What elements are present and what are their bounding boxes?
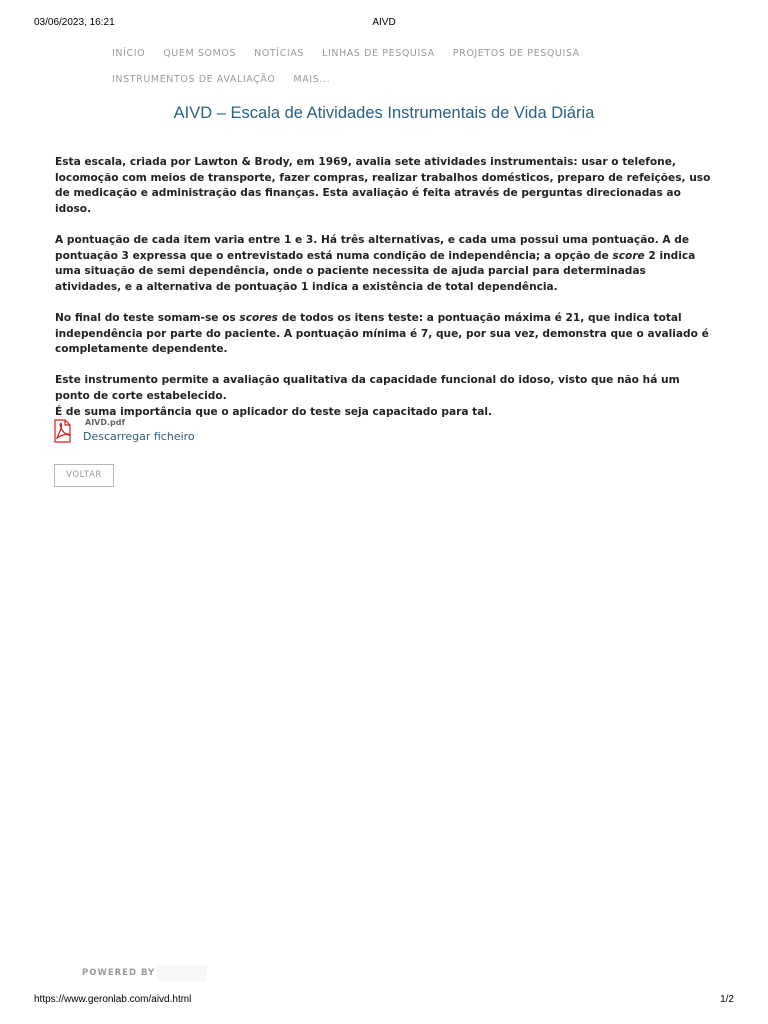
paragraph-total-text-a: No final do teste somam-se os — [55, 311, 240, 324]
nav-item-noticias[interactable]: NOTÍCIAS — [254, 48, 305, 59]
nav-item-instrumentos-de-avaliacao[interactable]: INSTRUMENTOS DE AVALIAÇÃO — [112, 74, 276, 85]
article-body — [55, 155, 715, 436]
nav-item-quem-somos[interactable]: QUEM SOMOS — [163, 48, 237, 59]
paragraph-importance: É de suma importância que o aplicador do teste seja capacitado para tal. — [55, 405, 493, 418]
paragraph-scoring-emphasis: score — [612, 249, 645, 262]
file-attachment — [50, 417, 310, 447]
paragraph-scoring-text-b: 2 indica uma situação de semi dependência, onde o paciente necessita de ajuda parcial para determinadas atividades, e a alternativa de pontuação 1 indica a existência de total dependência. — [55, 249, 696, 293]
paragraph-qualitative: Este instrumento permite a avaliação qualitativa da capacidade funcional do idoso, visto que não há um ponto de corte estabelecido. — [55, 374, 680, 402]
powered-by-label: POWERED BY — [82, 968, 156, 978]
paragraph-scoring — [55, 233, 715, 295]
download-file-link[interactable]: Descarregar ficheiro — [83, 430, 195, 443]
nav-row-1 — [103, 46, 623, 62]
attachment-file-name: AIVD.pdf — [85, 418, 125, 427]
paragraph-total-emphasis: scores — [239, 311, 278, 324]
page-title: AIVD – Escala de Atividades Instrumentais de Vida Diária — [173, 104, 595, 122]
paragraph-total — [55, 311, 715, 358]
nav-item-inicio[interactable]: INÍCIO — [112, 48, 146, 59]
nav-row-2 — [103, 72, 623, 88]
main-nav — [103, 46, 623, 98]
paragraph-intro: Esta escala, criada por Lawton & Brody, em 1969, avalia sete atividades instrumentais: usar o telefone, locomoção com meios de transporte, fazer compras, realizar trabalhos domésticos, preparo de refeições, uso de medicação e administração das finanças. Esta avaliação é feita através de perguntas direcionadas ao idoso. — [55, 156, 711, 215]
nav-item-linhas-de-pesquisa[interactable]: LINHAS DE PESQUISA — [322, 48, 435, 59]
print-footer — [34, 994, 734, 1008]
pdf-file-icon[interactable] — [50, 419, 74, 443]
paragraph-scoring-text-a: A pontuação de cada item varia entre 1 e 3. Há três alternativas, e cada uma possui uma pontuação. A de pontuação 3 expressa que o entrevistado está numa condição de independência; a opção de — [55, 233, 690, 262]
print-url: https://www.geronlab.com/aivd.html — [34, 994, 192, 1005]
print-datetime: 03/06/2023, 16:21 — [34, 17, 115, 28]
print-title: AIVD — [372, 17, 396, 28]
print-page-number: 1/2 — [720, 994, 734, 1005]
nav-item-mais[interactable]: MAIS... — [293, 74, 331, 85]
back-button[interactable]: VOLTAR — [54, 464, 114, 487]
powered-by-logo[interactable] — [157, 965, 207, 981]
paragraph-total-text-b: de todos os itens teste: a pontuação máxima é 21, que indica total independência por parte do paciente. A pontuação mínima é 7, que, por sua vez, demonstra que o avaliado é completamente dependente. — [55, 311, 709, 356]
nav-item-projetos-de-pesquisa[interactable]: PROJETOS DE PESQUISA — [452, 48, 580, 59]
print-header — [34, 17, 734, 31]
